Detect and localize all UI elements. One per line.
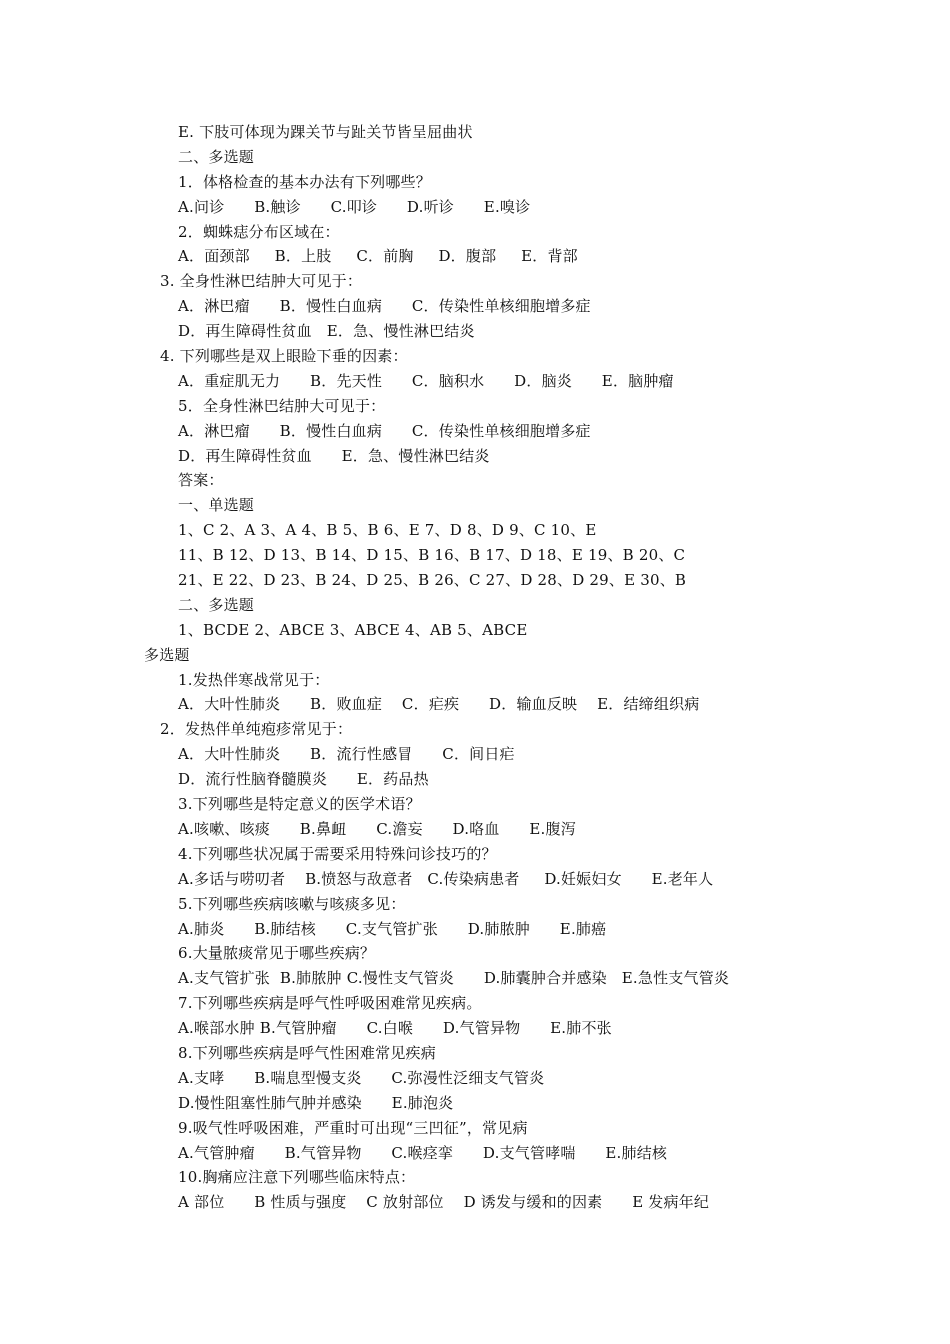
answer-key-line: 1、BCDE 2、ABCE 3、ABCE 4、AB 5、ABCE bbox=[178, 620, 528, 639]
answer-options: A.气管肿瘤 B.气管异物 C.喉痉挛 D.支气管哮喘 E.肺结核 bbox=[178, 1143, 668, 1162]
question-text: 5.下列哪些疾病咳嗽与咳痰多见： bbox=[178, 894, 406, 913]
section-heading: 二、多选题 bbox=[178, 147, 255, 166]
answer-options: A.肺炎 B.肺结核 C.支气管扩张 D.肺脓肿 E.肺癌 bbox=[178, 919, 607, 938]
answer-key-line: 11、B 12、D 13、B 14、D 15、B 16、B 17、D 18、E 19、B 20、C bbox=[178, 546, 686, 565]
question-text: 4. 下列哪些是双上眼睑下垂的因素： bbox=[160, 347, 408, 366]
answer-options: A.支哮 B.喘息型慢支炎 C.弥漫性泛细支气管炎 bbox=[178, 1068, 545, 1087]
answer-options: A.咳嗽、咳痰 B.鼻衄 C.澹妄 D.咯血 E.腹泻 bbox=[178, 819, 576, 838]
question-text: 5．全身性淋巴结肿大可见于： bbox=[178, 396, 386, 415]
question-text: 2．蜘蛛痣分布区域在： bbox=[178, 222, 340, 241]
answer-options: A.喉部水肿 B.气管肿瘤 C.白喉 D.气管异物 E.肺不张 bbox=[178, 1019, 612, 1038]
document-page bbox=[0, 120, 950, 1215]
answer-options: D．再生障碍性贫血 E．急、慢性淋巴结炎 bbox=[178, 322, 475, 341]
section-heading: 二、多选题 bbox=[178, 595, 255, 614]
question-text: 1.发热伴寒战常见于： bbox=[178, 670, 330, 689]
answer-options: D．再生障碍性贫血 E．急、慢性淋巴结炎 bbox=[178, 446, 490, 465]
question-text: 2．发热伴单纯疱疹常见于： bbox=[160, 720, 353, 739]
answer-options: D．流行性脑脊髓膜炎 E．药品热 bbox=[178, 770, 429, 789]
section-heading: 一、单选题 bbox=[178, 496, 255, 515]
answer-options: A．重症肌无力 B．先天性 C．脑积水 D．脑炎 E．脑肿瘤 bbox=[178, 371, 674, 390]
answer-options: A．大叶性肺炎 B．流行性感冒 C．间日疟 bbox=[178, 745, 515, 764]
answer-options: A．面颈部 B．上肢 C．前胸 D．腹部 E．背部 bbox=[178, 247, 578, 266]
text-line: E. 下肢可体现为踝关节与趾关节皆呈屈曲状 bbox=[178, 123, 473, 141]
answer-options: A.多话与唠叨者 B.愤怒与敌意者 C.传染病患者 D.妊娠妇女 E.老年人 bbox=[178, 869, 714, 888]
answers-heading: 答案： bbox=[178, 471, 224, 490]
section-heading: 多选题 bbox=[144, 645, 190, 664]
answer-options: A.支气管扩张 B.肺脓肿 C.慢性支气管炎 D.肺囊肿合并感染 E.急性支气管炎 bbox=[178, 969, 730, 988]
question-text: 4.下列哪些状况属于需要采用特殊问诊技巧的？ bbox=[178, 844, 497, 863]
answer-options: A．淋巴瘤 B．慢性白血病 C．传染性单核细胞增多症 bbox=[178, 297, 591, 316]
question-text: 9.吸气性呼吸困难，严重时可出现“三凹征”，常见病 bbox=[178, 1118, 528, 1137]
answer-options: A．淋巴瘤 B．慢性白血病 C．传染性单核细胞增多症 bbox=[178, 421, 591, 440]
answer-key-line: 1、C 2、A 3、A 4、B 5、B 6、E 7、D 8、D 9、C 10、E bbox=[178, 521, 597, 540]
question-text: 6.大量脓痰常见于哪些疾病？ bbox=[178, 944, 376, 963]
answer-key-line: 21、E 22、D 23、B 24、D 25、B 26、C 27、D 28、D 29、E 30、B bbox=[178, 571, 687, 590]
answer-options: A.问诊 B.触诊 C.叩诊 D.听诊 E.嗅诊 bbox=[178, 197, 531, 216]
answer-options: D.慢性阻塞性肺气肿并感染 E.肺泡炎 bbox=[178, 1093, 454, 1112]
question-text: 3. 全身性淋巴结肿大可见于： bbox=[160, 272, 363, 291]
question-text: 1．体格检查的基本办法有下列哪些？ bbox=[178, 172, 431, 191]
question-text: 10.胸痛应注意下列哪些临床特点： bbox=[178, 1168, 416, 1187]
question-text: 8.下列哪些疾病是呼气性困难常见疾病 bbox=[178, 1043, 436, 1062]
answer-options: A．大叶性肺炎 B．败血症 C．疟疾 D．输血反映 E．结缔组织病 bbox=[178, 695, 700, 714]
question-text: 7.下列哪些疾病是呼气性呼吸困难常见疾病。 bbox=[178, 994, 482, 1013]
answer-options: A 部位 B 性质与强度 C 放射部位 D 诱发与缓和的因素 E 发病年纪 bbox=[178, 1193, 710, 1212]
question-text: 3.下列哪些是特定意义的医学术语？ bbox=[178, 795, 421, 814]
